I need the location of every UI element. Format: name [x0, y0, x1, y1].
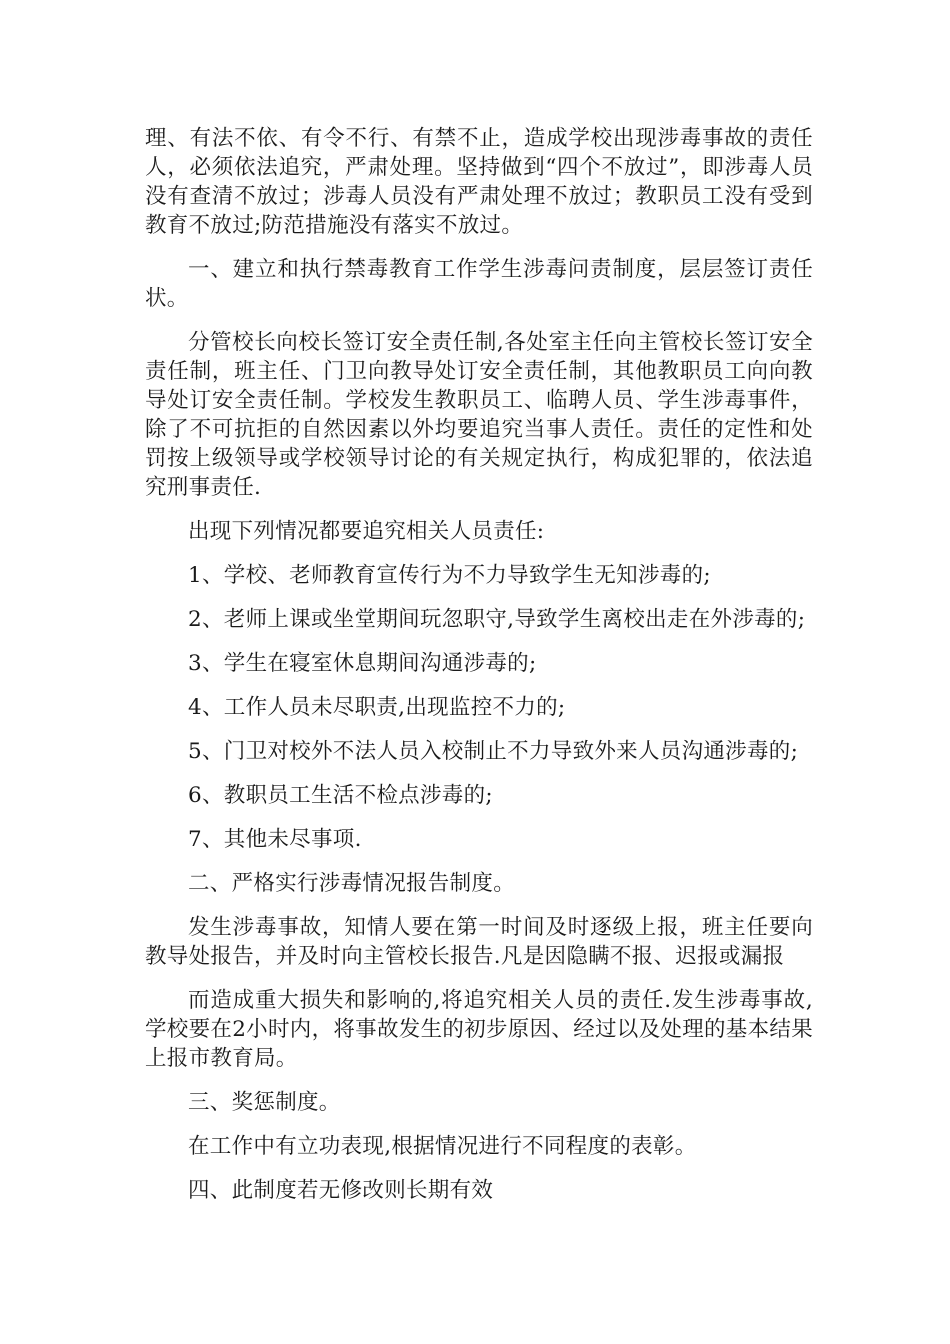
- section-heading-2: 二、严格实行涉毒情况报告制度。: [188, 871, 516, 896]
- list-item-3: 3、学生在寝室休息期间沟通涉毒的;: [188, 651, 537, 676]
- paragraph-report-continued: 而造成重大损失和影响的,将追究相关人员的责任.发生涉毒事故,学校要在2小时内，将事故发生的初步原因、经过以及处理的基本结果上报市教育局。: [145, 988, 813, 1071]
- list-item-4: 4、工作人员未尽职责,出现监控不力的;: [188, 695, 566, 720]
- section-heading-4: 四、此制度若无修改则长期有效: [188, 1178, 494, 1203]
- list-item-2: 2、老师上课或坐堂期间玩忽职守,导致学生离校出走在外涉毒的;: [188, 607, 806, 632]
- list-item-7: 7、其他未尽事项.: [188, 827, 362, 852]
- list-item-6: 6、教职员工生活不检点涉毒的;: [188, 783, 493, 808]
- paragraph-responsibility: 分管校长向校长签订安全责任制,各处室主任向主管校长签订安全责任制，班主任、门卫向教导处订安全责任制，其他教职员工向向教导处订安全责任制。学校发生教职员工、临聘人员、学生涉毒事件，除了不可抗拒的自然因素以外均要追究当事人责任。责任的定性和处罚按上级领导或学校领导讨论的有关规定执行，构成犯罪的，依法追究刑事责任.: [145, 330, 813, 500]
- list-item-1: 1、学校、老师教育宣传行为不力导致学生无知涉毒的;: [188, 563, 711, 588]
- section-heading-3: 三、奖惩制度。: [188, 1090, 341, 1115]
- section-heading-1: 一、建立和执行禁毒教育工作学生涉毒问责制度，层层签订责任状。: [145, 257, 813, 311]
- list-item-5: 5、门卫对校外不法人员入校制止不力导致外来人员沟通涉毒的;: [188, 739, 799, 764]
- paragraph-rewards: 在工作中有立功表现,根据情况进行不同程度的表彰。: [188, 1134, 697, 1159]
- paragraph-list-intro: 出现下列情况都要追究相关人员责任:: [188, 519, 545, 544]
- document-body: [145, 124, 813, 1220]
- paragraph-report: 发生涉毒事故，知情人要在第一时间及时逐级上报，班主任要向教导处报告，并及时向主管校长报告.凡是因隐瞒不报、迟报或漏报: [145, 915, 813, 969]
- paragraph-continuation: 理、有法不依、有令不行、有禁不止，造成学校出现涉毒事故的责任人，必须依法追究，严肃处理。坚持做到“四个不放过”，即涉毒人员没有查清不放过；涉毒人员没有严肃处理不放过；教职员工没有受到教育不放过;防范措施没有落实不放过。: [145, 126, 813, 238]
